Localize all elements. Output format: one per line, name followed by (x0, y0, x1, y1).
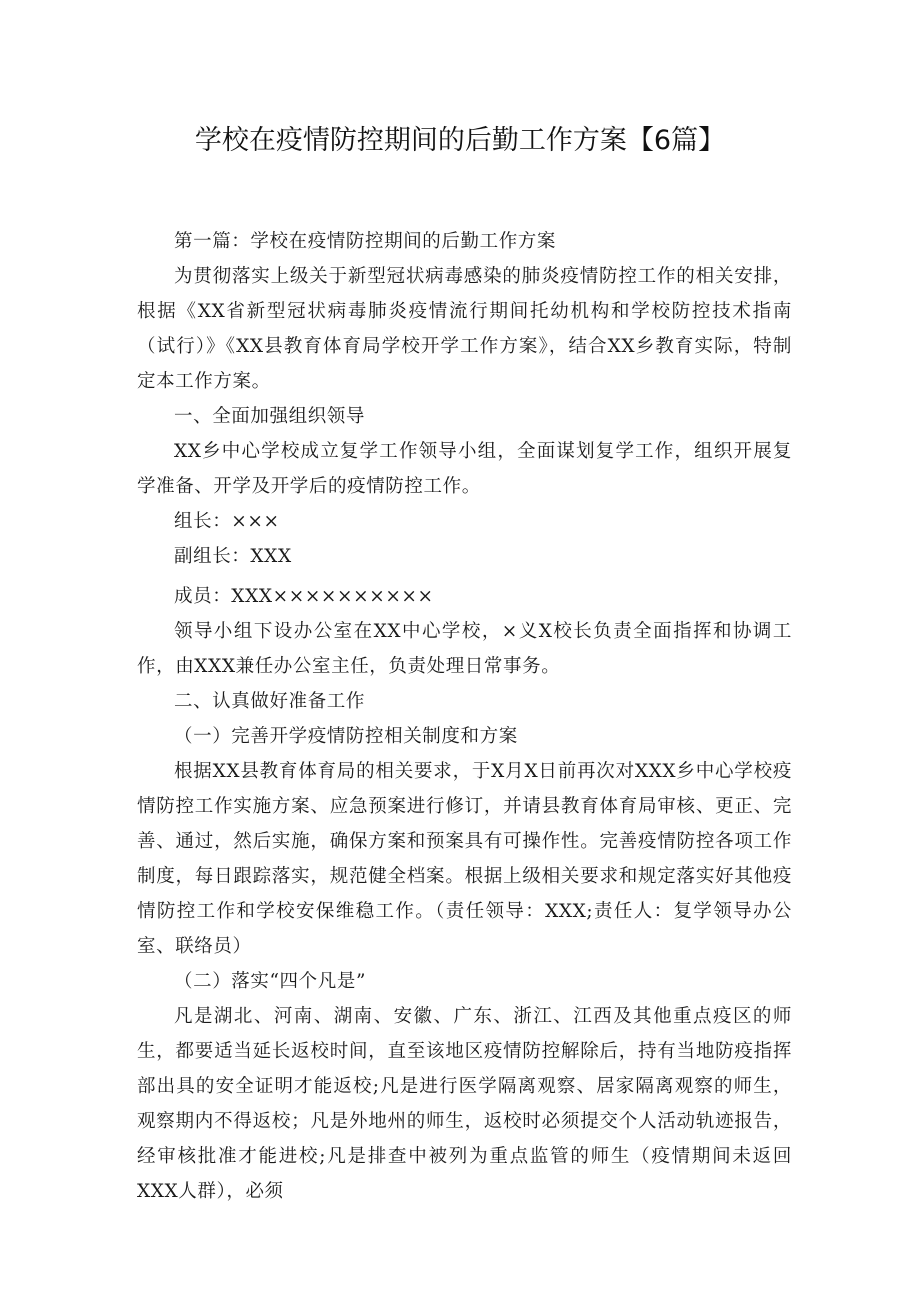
body-paragraph-four-whenevers: 凡是湖北、河南、湖南、安徽、广东、浙江、江西及其他重点疫区的师生，都要适当延长返校时间，直至该地区疫情防控解除后，持有当地防疫指挥部出具的安全证明才能返校;凡是进行医学隔离观察、居家隔离观察的师生，观察期内不得返校；凡是外地州的师生，返校时必须提交个人活动轨迹报告，经审核批准才能进校;凡是排查中被列为重点监管的师生（疫情期间未返回XXX人群），必须 (137, 1006, 792, 1202)
body-paragraph-intro: 为贯彻落实上级关于新型冠状病毒感染的肺炎疫情防控工作的相关安排，根据《XX省新型冠状病毒肺炎疫情流行期间托幼机构和学校防控技术指南（试行）》《XX县教育体育局学校开学工作方案》，结合XX乡教育实际，特制定本工作方案。 (137, 266, 792, 392)
document-title: 学校在疫情防控期间的后勤工作方案【6篇】 (194, 125, 726, 156)
subsection-heading-four-whenevers: （二）落实“四个凡是” (174, 971, 367, 992)
body-paragraph-leadership-group: XX乡中心学校成立复学工作领导小组，全面谋划复学工作，组织开展复学准备、开学及开学后的疫情防控工作。 (137, 441, 792, 497)
members-line: 成员：XXX×××××××××× (174, 586, 434, 607)
section-heading-organization: 一、全面加强组织领导 (174, 406, 366, 427)
section-heading-preparation: 二、认真做好准备工作 (174, 691, 366, 712)
document-body (137, 224, 792, 1209)
group-leader-line: 组长：××× (174, 511, 280, 532)
section-heading-part-one: 第一篇：学校在疫情防控期间的后勤工作方案 (174, 231, 557, 252)
body-paragraph-systems: 根据XX县教育体育局的相关要求，于X月X日前再次对XXX乡中心学校疫情防控工作实施方案、应急预案进行修订，并请县教育体育局审核、更正、完善、通过，然后实施，确保方案和预案具有可操作性。完善疫情防控各项工作制度，每日跟踪落实，规范健全档案。根据上级相关要求和规定落实好其他疫情防控工作和学校安保维稳工作。（责任领导：XXX;责任人：复学领导办公室、联络员） (137, 761, 792, 957)
deputy-leader-line: 副组长：XXX (174, 546, 292, 567)
subsection-heading-systems: （一）完善开学疫情防控相关制度和方案 (174, 726, 518, 747)
body-paragraph-office: 领导小组下设办公室在XX中心学校，×义X校长负责全面指挥和协调工作，由XXX兼任办公室主任，负责处理日常事务。 (137, 621, 792, 677)
